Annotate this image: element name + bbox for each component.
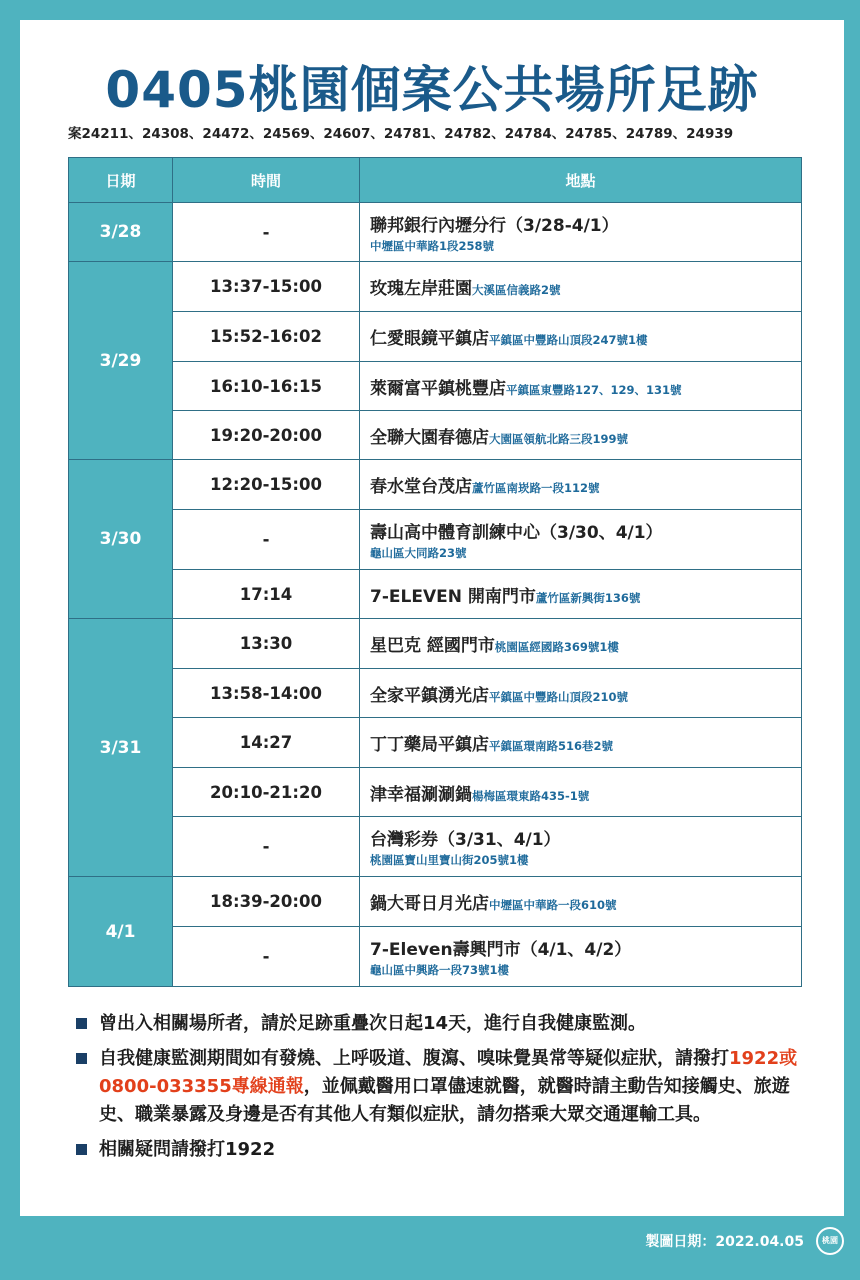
time-cell: -: [173, 510, 360, 570]
government-seal-icon: 桃園: [816, 1227, 844, 1255]
place-cell: [360, 362, 802, 411]
place-cell: [360, 312, 802, 362]
time-cell: 14:27: [173, 718, 360, 768]
place-address: 龜山區大同路23號: [370, 546, 467, 560]
date-cell: 4/1: [69, 877, 173, 987]
header-date: 日期: [69, 158, 173, 203]
place-address: 大園區領航北路三段199號: [489, 431, 629, 446]
hotline-highlight: 1922或0800-033355專線通報: [99, 1048, 798, 1097]
time-cell: 17:14: [173, 570, 360, 619]
place-address: 桃園區經國路369號1樓: [494, 640, 619, 654]
table-header-row: [69, 158, 802, 203]
date-cell: 3/28: [69, 203, 173, 262]
place-cell: [360, 570, 802, 619]
table-row: [69, 619, 802, 669]
place-name: 春水堂台茂店: [370, 477, 472, 497]
place-address: 平鎮區東豐路127、129、131號: [506, 382, 682, 397]
bullet-square-icon: [76, 1144, 87, 1155]
place-address: 大溪區信義路2號: [472, 283, 561, 297]
place-name: 星巴克 經國門市: [370, 636, 495, 656]
bullet-square-icon: [76, 1018, 87, 1029]
place-address: 中壢區中華路1段258號: [370, 238, 495, 253]
place-cell: [360, 203, 802, 262]
place-cell: [360, 877, 802, 927]
place-name: 台灣彩券（3/31、4/1）: [370, 830, 561, 850]
place-address: 龜山區中興路一段73號1樓: [370, 963, 510, 977]
place-address: 蘆竹區新興街136號: [535, 590, 641, 605]
date-cell: 3/30: [69, 460, 173, 619]
table-row: [69, 312, 802, 362]
time-cell: 19:20-20:00: [173, 411, 360, 460]
note-item: [76, 1136, 816, 1164]
time-cell: -: [173, 203, 360, 262]
place-name: 丁丁藥局平鎮店: [370, 735, 489, 755]
table-row: [69, 877, 802, 927]
place-cell: [360, 927, 802, 987]
table-row: [69, 570, 802, 619]
place-name: 全聯大園春德店: [370, 427, 489, 448]
footprint-table: [68, 157, 802, 987]
place-address: 中壢區中華路一段610號: [489, 898, 617, 912]
time-cell: -: [173, 927, 360, 987]
place-address: 平鎮區環南路516巷2號: [489, 739, 614, 753]
table-row: [69, 669, 802, 718]
place-address: 平鎮區中豐路山頂段210號: [489, 689, 629, 704]
place-address: 桃園區寶山里寶山街205號1樓: [370, 853, 529, 867]
poster-card: [20, 20, 844, 1216]
table-row: [69, 460, 802, 510]
note-item: [76, 1010, 816, 1038]
time-cell: 18:39-20:00: [173, 877, 360, 927]
place-name: 全家平鎮湧光店: [370, 685, 489, 706]
table-row: [69, 718, 802, 768]
table-row: [69, 927, 802, 987]
place-name: 聯邦銀行內壢分行（3/28-4/1）: [370, 215, 619, 236]
time-cell: 13:37-15:00: [173, 262, 360, 312]
place-cell: [360, 460, 802, 510]
place-address: 平鎮區中豐路山頂段247號1樓: [489, 333, 648, 347]
table-row: [69, 768, 802, 817]
time-cell: 13:30: [173, 619, 360, 669]
place-cell: [360, 411, 802, 460]
place-cell: [360, 619, 802, 669]
date-cell: 3/29: [69, 262, 173, 460]
table-row: [69, 411, 802, 460]
place-cell: [360, 262, 802, 312]
header-place: 地點: [360, 158, 802, 203]
place-cell: [360, 817, 802, 877]
place-address: 蘆竹區南崁路一段112號: [472, 481, 600, 495]
table-row: [69, 262, 802, 312]
table-row: [69, 510, 802, 570]
notes-section: [76, 1010, 816, 1171]
place-cell: [360, 718, 802, 768]
time-cell: 15:52-16:02: [173, 312, 360, 362]
note-item: [76, 1045, 816, 1129]
place-name: 津幸福涮涮鍋: [370, 784, 472, 805]
note-text: 相關疑問請撥打1922: [99, 1139, 276, 1160]
time-cell: 16:10-16:15: [173, 362, 360, 411]
table-row: [69, 362, 802, 411]
place-name: 鍋大哥日月光店: [370, 894, 489, 914]
note-text-part: 自我健康監測期間如有發燒、上呼吸道、腹瀉、嗅味覺異常等疑似症狀，請撥打: [99, 1048, 729, 1069]
place-name: 萊爾富平鎮桃豐店: [370, 378, 506, 399]
note-text: 曾出入相關場所者，請於足跡重疊次日起14天，進行自我健康監測。: [99, 1013, 647, 1034]
case-numbers: 案24211、24308、24472、24569、24607、24781、24782、24784、24785、24789、24939: [68, 126, 734, 142]
note-text-part: ，並佩戴醫用口罩儘速就醫，就醫時請主動告知接觸史、旅遊史、職業暴露及身邊是否有其他人有類似症狀，請勿搭乘大眾交通運輸工具。: [99, 1076, 790, 1125]
place-cell: [360, 510, 802, 570]
page-title: 0405桃園個案公共場所足跡: [105, 61, 759, 119]
bullet-square-icon: [76, 1053, 87, 1064]
place-name: 壽山高中體育訓練中心（3/30、4/1）: [370, 523, 663, 543]
place-name: 仁愛眼鏡平鎮店: [370, 329, 489, 349]
time-cell: -: [173, 817, 360, 877]
place-address: 楊梅區環東路435-1號: [472, 788, 590, 803]
place-name: 玫瑰左岸莊園: [370, 279, 472, 299]
time-cell: 13:58-14:00: [173, 669, 360, 718]
note-text: [99, 1045, 816, 1129]
place-cell: [360, 768, 802, 817]
table-row: [69, 817, 802, 877]
header-time: 時間: [173, 158, 360, 203]
table-row: [69, 203, 802, 262]
table-body: [69, 203, 802, 987]
place-name: 7-ELEVEN 開南門市: [370, 586, 536, 607]
time-cell: 12:20-15:00: [173, 460, 360, 510]
time-cell: 20:10-21:20: [173, 768, 360, 817]
place-name: 7-Eleven壽興門市（4/1、4/2）: [370, 940, 632, 960]
place-cell: [360, 669, 802, 718]
date-cell: 3/31: [69, 619, 173, 877]
chart-date: 製圖日期：2022.04.05: [645, 1234, 804, 1250]
